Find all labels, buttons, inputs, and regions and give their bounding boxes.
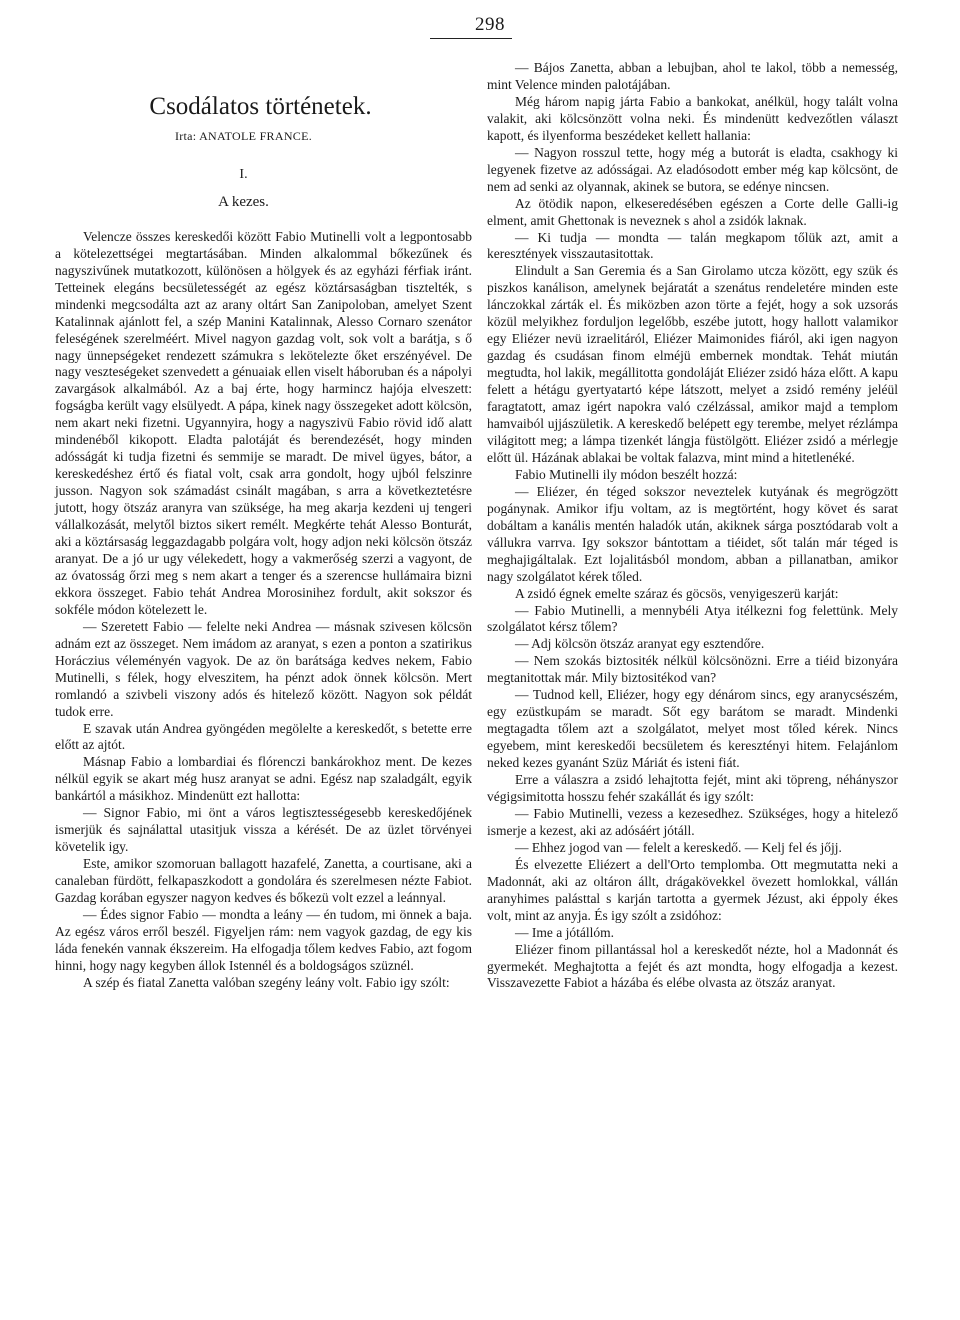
page-number: 298 <box>475 14 505 35</box>
paragraph: — Édes signor Fabio — mondta a leány — én tudom, mi önnek a baja. Az egész város erről beszél. Figyeljen rám: nem vagyok gazdag, de egy kis láda fenekén vannak ékszereim. Ha elfogadja tőlem kedves Fabio, azt fogom hinni, hogy nagy kegyben állok Istennél és a boldogságos szüznél. <box>55 906 472 973</box>
right-column <box>487 60 898 992</box>
article-title: Csodálatos történetek. <box>149 93 372 120</box>
paragraph: — Nagyon rosszul tette, hogy még a butorát is eladta, csakhogy ki legyenek fizetve az adósságai. Az eladósodott ember még kap kölcsönt, de nem ad senki az olyannak, akinek se butora, se edénye nincsen. <box>487 144 898 194</box>
header-rule <box>430 38 512 39</box>
paragraph: Velencze összes kereskedői között Fabio Mutinelli volt a legpontosabb a kötelezettségei megtartásában. Minden alkalommal bőkezűnek és nagyszivűnek mutatkozott, különösen a hölgyek és az egyházi férfiak iránt. Tetteinek elegáns becsületességét az egész köztársaságban tisztelték, s mindenki megcsodálta azt az arany oltárt San Zanipoloban, amelyet Szent Katalinnak ajánlott fel, a szép Manini Katalinnak, Alesso Cornaro szenátor feleségének szerelméért. Mivel nagyon gazdag volt, sok volt a barátja, s ő nagy ünnepségeket rendezett számukra s lekötelezte őket erszényével. De nagy veszteségeket szenvedett a génuaiak ellen viselt háboruban és a nápolyi zavargások alkalmából. Az a baj érte, hogy harmincz hajója elveszett: fogságba került vagy elsülyedt. A pápa, kinek nagy összegeket adott kölcsön, nem akart neki fizetni. Ugyannyira, hogy a nagyszivü Fabio rövid idő alatt mindenéből kikopott. Eladta palotáját és berendezését, hogy minden adósságát ki tudja fizetni és semmije se maradt. De mivel ügyes, bátor, a kereskedéshez értő és fiatal volt, csak arra gondolt, hogy ujból felszinre jusson. Nagyon sok számadást csinált magában, s arra a következtetésre jutott, hogy ötszáz aranyra van szüksége, ha meg akarja kezdeni uj tengeri vállalkozását, melytől biztos sikert remélt. Megkérte tehát Alesso Bonturát, aki a köztársaság leggazdagabb polgára volt, hogy adjon neki kölcsön ötszáz aranyat. De a jó ur ugy vélekedett, hogy a vakmerőség szerzi a vagyont, de az óvatosság őrzi meg s nem akart a tenger és a szerencse hullámaira bizni ekkora összeget. Fabio tehát Andrea Morosinihez fordult, akit sokszor és sokféle módon kötelezett le. <box>55 228 472 617</box>
paragraph: A zsidó égnek emelte száraz és göcsös, venyigeszerü karját: <box>515 585 839 601</box>
paragraph: — Signor Fabio, mi önt a város legtisztességesebb kereskedőjének ismerjük és sajnálattal utasitjuk vissza a kérését. De az üzlet törvényei követelik igy. <box>55 805 472 855</box>
chapter-title: A kezes. <box>218 193 269 210</box>
paragraph: — Eliézer, én téged sokszor neveztelek kutyának és megrögzött pogánynak. Amikor ifju voltam, az is megtörtént, hogy követ és sarat dobáltam a kanális mentén haladók után, akiknek sárga posztódarab volt a vállukra varrva. Igy sokszor bántottam a tiéidet, sőt talán már téged is meghajigáltalak. Ezt lojalitásból mondom, abban a pillanatban, amikor nagy szolgálatot kérek tőled. <box>487 483 898 584</box>
paragraph: — Fabio Mutinelli, vezess a kezesedhez. Szükséges, hogy a hitelező ismerje a kezest, aki az adósáért jótáll. <box>487 805 898 838</box>
left-column <box>55 58 472 992</box>
paragraph: — Ehhez jogod van — felelt a kereskedő. — Kelj fel és jőjj. <box>515 839 842 855</box>
paragraph: Erre a válaszra a zsidó lehajtotta fejét, mint aki töpreng, néhányszor végigsimitotta hosszu fehér szakállát és igy szólt: <box>487 772 898 804</box>
paragraph: — Ime a jótállóm. <box>515 924 614 940</box>
paragraph: — Tudnod kell, Eliézer, hogy egy dénárom sincs, egy aranycsészém, egy ezüstkupám se maradt. Sőt egy barátom se maradt. Mindenki megtagadta tőlem azt a szolgálatot, melyet most tőled kérek. Nincs egyebem, mint kereskedői becsületem és keresztényi hitem. Felajánlom neked kezes gyanánt Szüz Máriát és isteni fiát. <box>487 687 898 771</box>
paragraph: Elindult a San Geremia és a San Girolamo utcza között, egy szük és piszkos kanálison, amelynek bejáratát a szenátus rendeletére minden este lánczokkal zárták el. És miközben azon törte a fejét, hogy a sok uzsorás közül melyikhez forduljon legelőbb, eszébe jutott, hogy hallott valamikor egy Eliézer nevü izraelitáról, Eliézer Maimonides fiáról, aki igen nagyon gazdag és csudásan finom elméjü embernek mondtak. Tehát miután megtudta, hol lakik, megállitotta gondoláját Eliézer zsidó háza előtt. A kapu felett a hétágu gyertyatartó képe látszott, melyet a zsidó remény jeléül faragtatott, amaz igért napokra való czélzással, amikor majd a templom hamvaiból ujjászületik. A kereskedő belépett egy terembe, melyet rézlámpa világitott meg; a lámpa tizenkét lángja füstölgött. Eliézer zsidó a mérlegje előtt ül. Házának ablakai be voltak falazva, mint mind a hitetlenéké. <box>487 263 898 465</box>
article-byline: Irta: ANATOLE FRANCE. <box>174 129 313 143</box>
paragraph: Még három napig járta Fabio a bankokat, anélkül, hogy talált volna valakit, aki kölcsönzött volna neki. És mindenütt kedvezőtlen választ kapott, és ilyenforma beszédeket kellett hallania: <box>487 93 898 143</box>
paragraph: — Szeretett Fabio — felelte neki Andrea — másnak szivesen kölcsön adnám ezt az összeget. Nem imádom az aranyat, s ezen a ponton a szatirikus Horáczius véleményén vagyok. De az ön barátsága kedves nekem, Fabio Mutinelli, s félek, hogy elveszitem, ha pénzt adok önnek kölcsön. Mert romlandó a szivbeli viszony adós és hitelező között. Nagyon sok példát tudok erre. <box>55 618 472 719</box>
paragraph: — Fabio Mutinelli, a mennybéli Atya itélkezni fog felettünk. Mely szolgálatot kérsz tőlem? <box>487 602 898 635</box>
paragraph: Az ötödik napon, elkeseredésében egészen a Corte delle Galli-ig elment, amit Ghettonak is neveznek s ahol a zsidók laknak. <box>487 195 898 228</box>
paragraph: — Nem szokás biztositék nélkül kölcsönözni. Erre a tiéid bizonyára megtanitottak már. Mily biztositékod van? <box>487 653 898 686</box>
paragraph: — Ki tudja — mondta — talán megkapom tőlük azt, amit a keresztények visszautasitottak. <box>487 229 898 262</box>
paragraph: — Bájos Zanetta, abban a lebujban, ahol te lakol, több a nemesség, mint Velence minden palotájában. <box>487 60 898 92</box>
paragraph: A szép és fiatal Zanetta valóban szegény leány volt. Fabio igy szólt: <box>83 974 450 990</box>
paragraph: — Adj kölcsön ötszáz aranyat egy esztendőre. <box>515 636 765 652</box>
paragraph: Fabio Mutinelli ily módon beszélt hozzá: <box>515 466 738 482</box>
paragraph: Este, amikor szomoruan ballagott hazafelé, Zanetta, a courtisane, aki a canaleban fürdött, felkapaszkodott a gondolára és szerelmesen nézte Fabiot. Gazdag korában egyszer nagyon kedves és bőkezü volt ezzel a leánnyal. <box>55 856 472 906</box>
paragraph: Másnap Fabio a lombardiai és flórenczi bankárokhoz ment. De kezes nélkül egyik se akart még husz aranyat se adni. Egész nap szaladgált, egyik bankártól a másikhoz. Mindenütt ezt hallotta: <box>55 754 472 804</box>
paragraph: És elvezette Eliézert a dell'Orto templomba. Ott megmutatta neki a Madonnát, aki az oltáron állt, drágakövekkel övezett homlokkal, vállán aranyhimes palásttal s karján tartotta a gyermek Jézust, aki éppoly ékes volt, mint az anyja. És igy szólt a zsidóhoz: <box>487 856 898 923</box>
paragraph: E szavak után Andrea gyöngéden megölelte a kereskedőt, s betette erre előtt az ajtót. <box>55 720 472 753</box>
paragraph: Eliézer finom pillantással hol a kereskedőt nézte, hol a Madonnát és gyermekét. Meghajtotta a fejét és azt mondta, hogy elfogadja a kezest. Visszavezette Fabiot a házába és elébe olvasta az ötszáz aranyat. <box>487 941 898 991</box>
chapter-number: I. <box>239 166 248 182</box>
